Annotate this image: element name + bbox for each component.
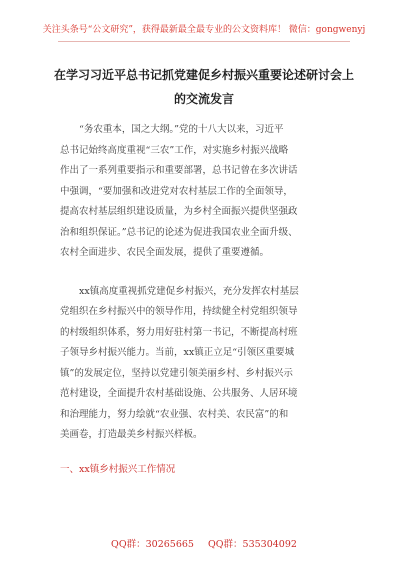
paragraph-line: 和治理能力，努力绘就“农业强、农村美、农民富”的和 — [60, 408, 289, 420]
footer-qq-group-1: QQ群：30265665 — [111, 539, 194, 550]
paragraph-line: 提高农村基层组织建设质量，为乡村全面振兴提供坚强政 — [60, 206, 298, 217]
paragraph-line: 党组织在乡村振兴中的领导作用，持续健全村党组织领导 — [60, 306, 298, 317]
document-body — [60, 120, 350, 480]
header-banner: 关注头条号“公文研究”，获得最新最全最专业的公文资料库！ 微信：gongwenyj — [42, 25, 366, 35]
footer-qq-group-2: QQ群：535304092 — [207, 539, 297, 550]
header-divider — [58, 41, 350, 42]
paragraph-line: 农村全面进步、农民全面发展，提供了重要遵循。 — [60, 247, 270, 258]
paragraph-line: 镇”的发展定位，坚持以党建引领美丽乡村、乡村振兴示 — [60, 367, 293, 379]
footer-contact — [0, 536, 408, 550]
paragraph-line: 中强调，“要加强和改进党对农村基层工作的全面领导， — [60, 185, 293, 197]
paragraph-1 — [60, 120, 350, 264]
paragraph-line: “务农重本，国之大纲。”党的十八大以来，习近平 — [79, 124, 284, 135]
document-title-line-2: 的交流发言 — [173, 92, 234, 106]
section-heading: 一、xx镇乡村振兴工作情况 — [60, 463, 176, 475]
document-title — [40, 63, 368, 111]
paragraph-line: 的村级组织体系，努力用好驻村第一书记，不断提高村班 — [60, 326, 298, 338]
paragraph-2 — [60, 282, 350, 446]
paragraph-line: 总书记始终高度重视“三农”工作，对实施乡村振兴战略 — [60, 144, 289, 156]
paragraph-line: xx镇高度重视抓党建促乡村振兴，充分发挥农村基层 — [79, 285, 299, 297]
paragraph-line: 美画卷，打造最美乡村振兴样板。 — [60, 429, 203, 440]
paragraph-line: 治和组织保证。”总书记的论述为促进我国农业全面升级、 — [60, 226, 298, 238]
paragraph-line: 作出了一系列重要指示和重要部署，总书记曾在多次讲话 — [60, 165, 298, 176]
document-title-line-1: 在学习习近平总书记抓党建促乡村振兴重要论述研讨会上 — [53, 68, 354, 82]
paragraph-line: 范村建设，全面提升农村基础设施、公共服务、人居环境 — [60, 388, 298, 399]
paragraph-line: 子领导乡村振兴能力。当前，xx镇正立足“引领区重要城 — [60, 347, 295, 358]
